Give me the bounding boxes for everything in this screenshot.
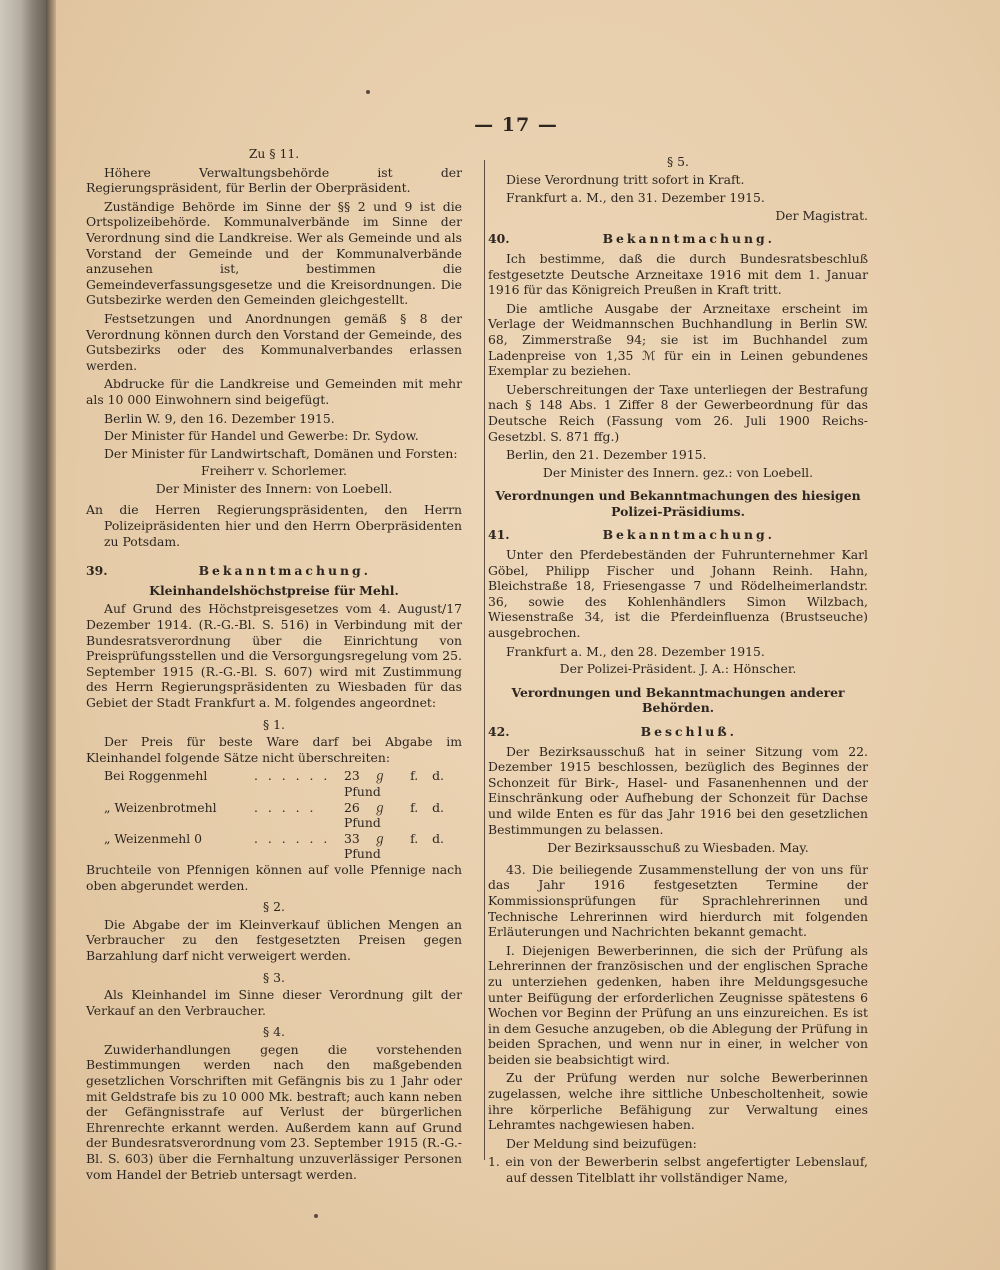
- price-item: Bei Roggenmehl: [104, 768, 208, 784]
- paragraph: Ueberschreitungen der Taxe unterliegen der Bestrafung nach § 148 Abs. 1 Ziffer 8 der Gewerbeordnung für das Deutsche Reich (Fassung vom 26. Juli 1900 Reichs-Gesetzbl. S. 871 ffg.): [488, 381, 868, 444]
- signature: Der Magistrat.: [775, 207, 868, 223]
- price-dots: . . . . .: [254, 799, 317, 815]
- paragraph: 43. Die beiliegende Zusammenstellung der von uns für das Jahr 1916 festgesetzten Termine der Kommissionsprüfungen für Sprachlehrerinnen und Technische Lehrerinnen wird hierdurch mit folgenden Erläuterungen und Nachrichten bekannt gemacht.: [488, 861, 868, 940]
- price-amount: 26 ℊ f. d. Pfund: [344, 799, 444, 831]
- signature: Der Minister für Handel und Gewerbe: Dr. Sydow.: [104, 428, 419, 444]
- paragraph: Unter den Pferdebeständen der Fuhrunternehmer Karl Göbel, Philipp Fischer und Johann Reinh. Hahn, Bleichstraße 18, Friesengasse 7 und Rödelheimerlandstr. 36, sowie des Kohlenhändlers Simon Wilzbach, Wiesenstraße 34, ist die Pferdeinfluenza (Brustseuche) ausgebrochen.: [488, 547, 868, 641]
- notice-subtitle: Kleinhandelshöchstpreise für Mehl.: [149, 582, 399, 598]
- notice-heading: [488, 724, 868, 740]
- paragraph: Festsetzungen und Anordnungen gemäß § 8 der Verordnung können durch den Vorstand der Gemeinde, des Gutsbezirks oder des Kommunalverbandes erlassen werden.: [86, 310, 462, 373]
- notice-number: 39.: [86, 563, 108, 579]
- price-dots: . . . . . .: [254, 768, 331, 784]
- paper-speck: [314, 1214, 318, 1218]
- price-row: [86, 831, 462, 862]
- notice-title: Bekanntmachung.: [198, 563, 371, 579]
- notice-title: Bekanntmachung.: [602, 231, 775, 247]
- signature: Der Bezirksausschuß zu Wiesbaden. May.: [547, 840, 809, 856]
- price-item: „ Weizenmehl 0: [104, 830, 203, 846]
- paragraph: I. Diejenigen Bewerberinnen, die sich der Prüfung als Lehrerinnen der französischen und der englischen Sprache zu unterziehen gedenken, haben ihre Meldungsgesuche unter Beifügung der erforderlichen Zeugnisse spätestens 6 Wochen vor Beginn der Prüfung an uns einzureichen. Es ist in dem Gesuche anzugeben, ob die Ablegung der Prüfung in beiden Sprachen, und wenn nur in einer, in welcher von beiden sie beabsichtigt wird.: [488, 942, 868, 1067]
- paragraph: Zuwiderhandlungen gegen die vorstehenden Bestimmungen werden nach den maßgebenden gesetzlichen Vorschriften mit Gefängnis bis zu 1 Jahr oder mit Geldstrafe bis zu 10 000 Mk. bestraft; auch kann neben der Gefängnisstrafe auf Verlust der bürgerlichen Ehrenrechte erkannt werden. Außerdem kann auf Grund der Bundesratsverordnung vom 23. September 1915 (R.-G.-Bl. S. 603) über die Fernhaltung unzuverlässiger Personen vom Handel der Betrieb untersagt werden.: [86, 1041, 462, 1182]
- paragraph: Ich bestimme, daß die durch Bundesratsbeschluß festgesetzte Deutsche Arzneitaxe 1916 mit dem 1. Januar 1916 für das Königreich Preußen in Kraft tritt.: [488, 250, 868, 298]
- signature: Der Polizei-Präsident. J. A.: Hönscher.: [559, 661, 797, 677]
- paper-speck: [366, 90, 370, 94]
- paragraph: Auf Grund des Höchstpreisgesetzes vom 4. August/17 Dezember 1914. (R.-G.-Bl. S. 516) in Verbindung mit der Bundesratsverordnung über die Einrichtung von Preisprüfungsstellen und die Versorgungsregelung vom 25. September 1915 (R.-G.-Bl. S. 607) wird mit Zustimmung des Herrn Regierungspräsidenten zu Wiesbaden für das Gebiet der Stadt Frankfurt a. M. folgendes angeordnet:: [86, 601, 462, 710]
- paragraph: Bruchteile von Pfennigen können auf volle Pfennige nach oben abgerundet werden.: [86, 861, 462, 893]
- notice-number: 40.: [488, 231, 510, 247]
- signature: Der Minister des Innern: von Loebell.: [155, 480, 393, 496]
- left-column: [86, 146, 462, 1185]
- price-row: [86, 800, 462, 831]
- book-binding: [0, 0, 46, 1270]
- notice-title: Bekanntmachung.: [602, 527, 775, 543]
- signature: Der Minister des Innern. gez.: von Loebell.: [542, 464, 814, 480]
- paragraph: Abdrucke für die Landkreise und Gemeinden mit mehr als 10 000 Einwohnern sind beigefügt.: [86, 376, 462, 407]
- notice-number: 41.: [488, 527, 510, 543]
- paragraph: Die amtliche Ausgabe der Arzneitaxe erscheint im Verlage der Weidmannschen Buchhandlung in Berlin SW. 68, Zimmerstraße 94; sie ist im Buchhandel zum Ladenpreise von 1,35 ℳ für ein in Leinen gebundenes Exemplar zu beziehen.: [488, 300, 868, 379]
- price-row: [86, 768, 462, 799]
- paragraph: Der Bezirksausschuß hat in seiner Sitzung vom 22. Dezember 1915 beschlossen, bezüglich des Beginnes der Schonzeit für Birk-, Hasel- und Fasanenhennen und der Einschränkung oder Aufhebung der Schonzeit für Dachse und wilde Enten es für das Jahr 1916 bei den gesetzlichen Bestimmungen zu belassen.: [488, 743, 868, 837]
- place-date: Berlin, den 21. Dezember 1915.: [506, 447, 707, 463]
- page-number: — 17 —: [474, 114, 558, 136]
- place-date: Frankfurt a. M., den 31. Dezember 1915.: [506, 190, 765, 206]
- document-page: [56, 0, 1000, 1270]
- section-number: § 1.: [263, 716, 285, 732]
- section-number: § 4.: [263, 1024, 285, 1040]
- binding-shadow: [46, 0, 56, 1270]
- price-dots: . . . . . .: [254, 830, 331, 846]
- price-amount: 23 ℊ f. d. Pfund: [344, 768, 444, 799]
- category-heading: Verordnungen und Bekanntmachungen des hiesigen Polizei-Präsidiums.: [495, 488, 861, 519]
- signature: Der Minister für Landwirtschaft, Domänen und Forsten:: [104, 445, 458, 461]
- right-column: [488, 154, 868, 1189]
- addressee: An die Herren Regierungspräsidenten, den Herrn Polizeipräsidenten hier und den Herrn Oberpräsidenten zu Potsdam.: [86, 502, 462, 549]
- paragraph: Der Meldung sind beizufügen:: [506, 1135, 697, 1151]
- column-divider: [484, 160, 485, 1160]
- section-heading: Zu § 11.: [248, 146, 300, 161]
- place-date: Frankfurt a. M., den 28. Dezember 1915.: [506, 643, 765, 659]
- section-number: § 5.: [667, 154, 689, 169]
- category-heading: Verordnungen und Bekanntmachungen anderer Behörden.: [511, 684, 845, 716]
- section-number: § 3.: [263, 969, 285, 985]
- list-item: 1. ein von der Bewerberin selbst angefertigter Lebenslauf, auf dessen Titelblatt ihr vollständiger Name,: [488, 1154, 868, 1186]
- notice-title: Beschluß.: [640, 724, 737, 739]
- notice-heading: [488, 527, 868, 543]
- paragraph: Der Preis für beste Ware darf bei Abgabe im Kleinhandel folgende Sätze nicht überschreiten:: [86, 734, 462, 765]
- notice-heading: [488, 231, 868, 247]
- notice-heading: [86, 563, 462, 579]
- price-item: „ Weizenbrotmehl: [104, 799, 217, 815]
- paragraph: Diese Verordnung tritt sofort in Kraft.: [506, 171, 745, 187]
- paragraph: Die Abgabe der im Kleinverkauf üblichen Mengen an Verbraucher zu den festgesetzten Preisen gegen Barzahlung darf nicht verweigert werden.: [86, 916, 462, 963]
- paragraph: Als Kleinhandel im Sinne dieser Verordnung gilt der Verkauf an den Verbraucher.: [86, 987, 462, 1018]
- section-number: § 2.: [263, 899, 285, 915]
- paragraph: Zuständige Behörde im Sinne der §§ 2 und 9 ist die Ortspolizeibehörde. Kommunalverbände im Sinne der Verordnung sind die Landkreise. Wer als Gemeinde und als Vorstand der Gemeinde und der Kommunalverbände anzusehen ist, bestimmen die Gemeindeverfassungsgesetze und die Kreisordnungen. Die Gutsbezirke werden den Gemeinden gleichgestellt.: [86, 198, 462, 308]
- price-amount: 33 ℊ f. d. Pfund: [344, 830, 444, 862]
- signature: Freiherr v. Schorlemer.: [201, 463, 347, 479]
- notice-number: 42.: [488, 724, 510, 739]
- paragraph: Höhere Verwaltungsbehörde ist der Regierungspräsident, für Berlin der Oberpräsident.: [86, 164, 462, 196]
- place-date: Berlin W. 9, den 16. Dezember 1915.: [104, 410, 335, 426]
- paragraph: Zu der Prüfung werden nur solche Bewerberinnen zugelassen, welche ihre sittliche Unbescholtenheit, sowie ihre körperliche Befähigung zur Verwaltung eines Lehramtes nachgewiesen haben.: [488, 1070, 868, 1133]
